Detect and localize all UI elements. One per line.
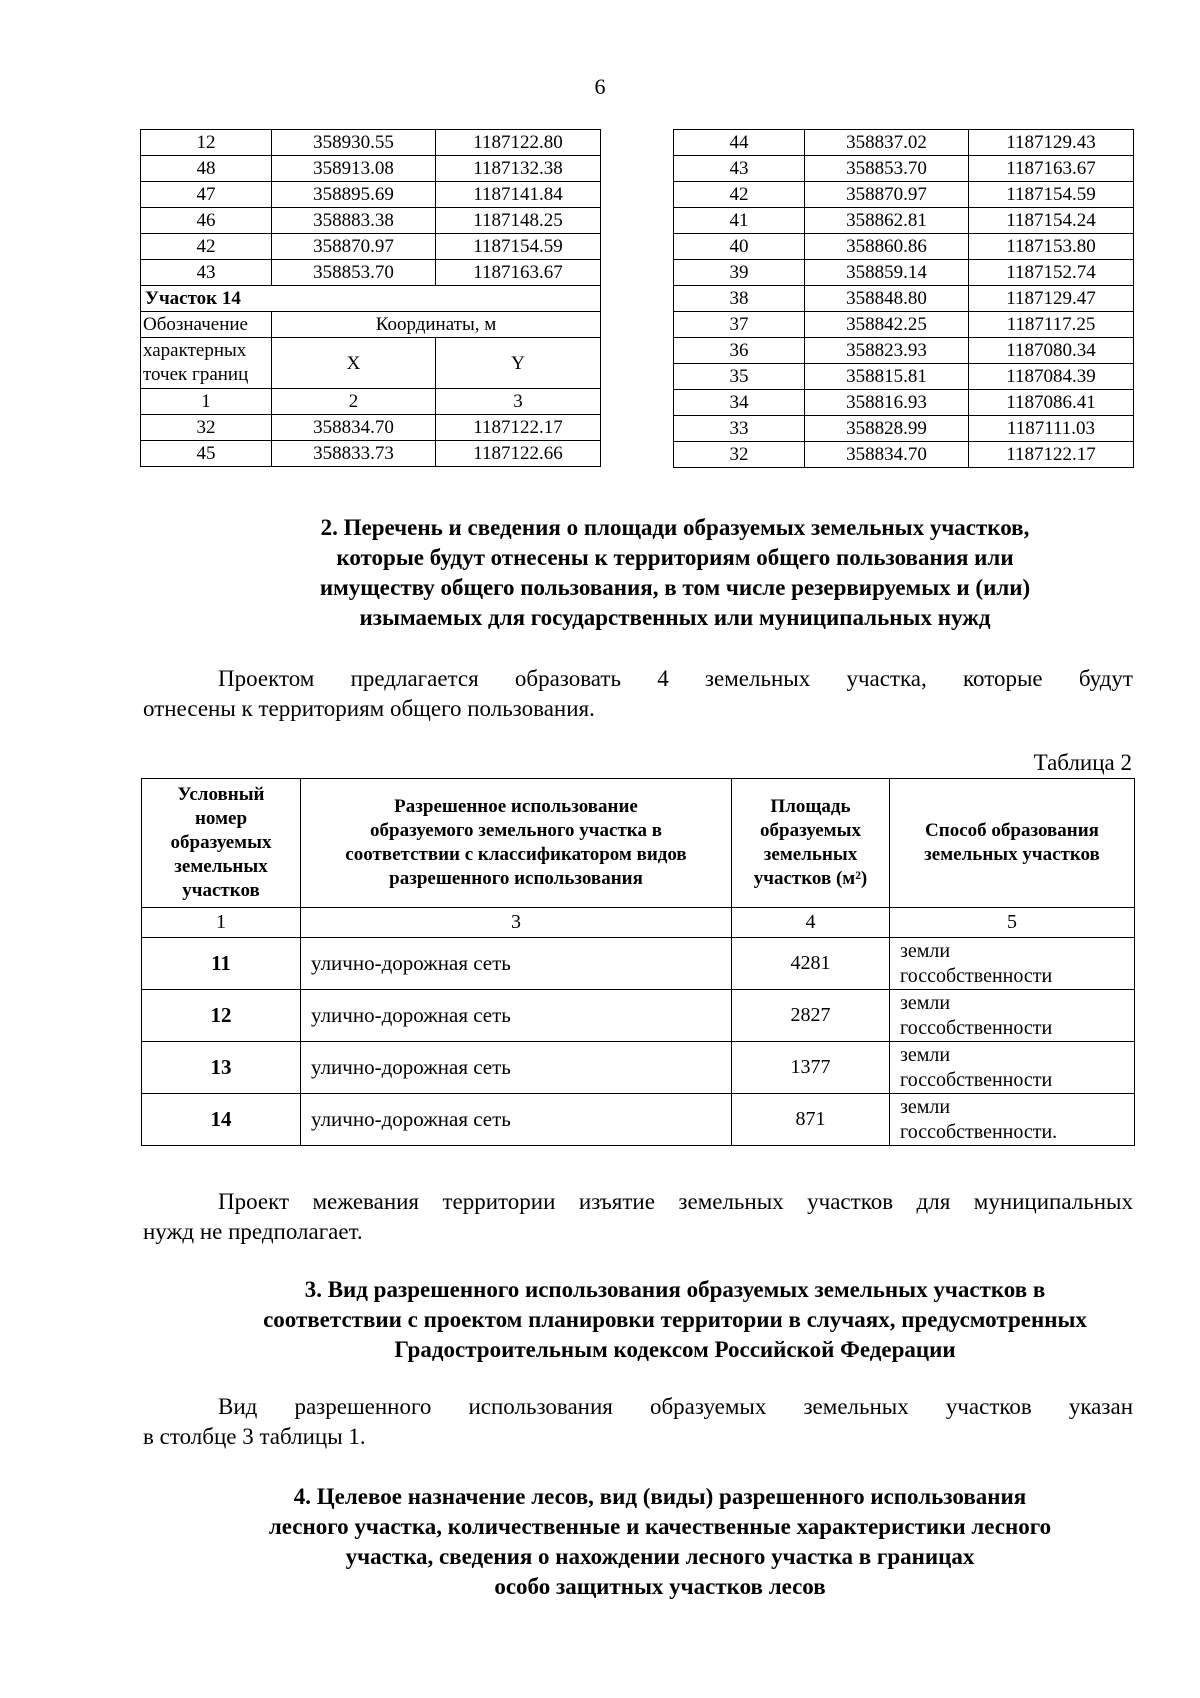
x-value: 358815.81 (805, 364, 969, 390)
y-value: 1187122.80 (436, 130, 601, 156)
x-header: X (272, 338, 436, 389)
point-id: 33 (674, 416, 805, 442)
table-row (142, 1042, 1135, 1094)
y-value: 1187122.66 (436, 441, 601, 467)
coordinate-row (674, 312, 1134, 338)
header-formation-method: Способ образования земельных участков (890, 779, 1135, 908)
y-value: 1187084.39 (969, 364, 1134, 390)
y-value: 1187153.80 (969, 234, 1134, 260)
point-id: 44 (674, 130, 805, 156)
table-row (142, 938, 1135, 990)
header-row-2 (141, 338, 601, 389)
coordinate-row (141, 234, 601, 260)
coordinate-row (141, 260, 601, 286)
col-number: 3 (436, 389, 601, 415)
table-2-header-row (142, 779, 1135, 908)
formation-method: земли госсобственности (890, 1042, 1135, 1094)
land-plots-table (141, 778, 1135, 1146)
table-2-caption: Таблица 2 (1033, 750, 1132, 775)
x-value: 358837.02 (805, 130, 969, 156)
x-value: 358883.38 (272, 208, 436, 234)
point-id: 34 (674, 390, 805, 416)
col-number: 1 (141, 389, 272, 415)
x-value: 358842.25 (805, 312, 969, 338)
y-value: 1187154.59 (436, 234, 601, 260)
point-id: 32 (674, 442, 805, 468)
point-id: 40 (674, 234, 805, 260)
y-value: 1187117.25 (969, 312, 1134, 338)
table-row (142, 1094, 1135, 1146)
point-id: 41 (674, 208, 805, 234)
y-value: 1187154.24 (969, 208, 1134, 234)
coordinate-row (674, 364, 1134, 390)
header-row (141, 312, 601, 338)
header-permitted-use: Разрешенное использование образуемого земельного участка в соответствии с классификатором видов разрешенного использования (301, 779, 732, 908)
coordinate-row (141, 182, 601, 208)
x-value: 358913.08 (272, 156, 436, 182)
coordinate-row (674, 234, 1134, 260)
section-2-paragraph: Проектом предлагается образовать 4 земельных участка, которые будут отнесены к территориям общего пользования. (143, 666, 1133, 721)
point-id: 45 (141, 441, 272, 467)
coordinates-table-right (673, 129, 1134, 468)
coordinate-row (141, 156, 601, 182)
coordinate-row (674, 208, 1134, 234)
y-header: Y (436, 338, 601, 389)
section-3-paragraph: Вид разрешенного использования образуемых земельных участков указан в столбце 3 таблицы 1. (143, 1394, 1133, 1449)
point-id: 12 (141, 130, 272, 156)
coordinate-row (674, 130, 1134, 156)
point-id: 36 (674, 338, 805, 364)
point-id: 32 (141, 415, 272, 441)
permitted-use: улично-дорожная сеть (301, 1042, 732, 1094)
y-value: 1187129.43 (969, 130, 1134, 156)
y-value: 1187129.47 (969, 286, 1134, 312)
formation-method: земли госсобственности. (890, 1094, 1135, 1146)
coordinate-row (141, 130, 601, 156)
plot-number: 11 (142, 938, 301, 990)
x-value: 358853.70 (272, 260, 436, 286)
x-value: 358860.86 (805, 234, 969, 260)
y-value: 1187111.03 (969, 416, 1134, 442)
plot-area: 1377 (732, 1042, 890, 1094)
point-id: 42 (674, 182, 805, 208)
x-value: 358834.70 (805, 442, 969, 468)
col-number: 3 (301, 908, 732, 938)
plot-area: 871 (732, 1094, 890, 1146)
column-numbers-row (141, 389, 601, 415)
coordinate-row (674, 338, 1134, 364)
coordinate-row (674, 182, 1134, 208)
plot-number: 14 (142, 1094, 301, 1146)
x-value: 358833.73 (272, 441, 436, 467)
coordinate-row (141, 441, 601, 467)
permitted-use: улично-дорожная сеть (301, 938, 732, 990)
y-value: 1187152.74 (969, 260, 1134, 286)
y-value: 1187122.17 (969, 442, 1134, 468)
col-number: 4 (732, 908, 890, 938)
point-id: 42 (141, 234, 272, 260)
point-id: 46 (141, 208, 272, 234)
x-value: 358834.70 (272, 415, 436, 441)
x-value: 358859.14 (805, 260, 969, 286)
point-label-line1: Обозначение (141, 312, 272, 338)
y-value: 1187154.59 (969, 182, 1134, 208)
permitted-use: улично-дорожная сеть (301, 1094, 732, 1146)
point-id: 43 (141, 260, 272, 286)
point-id: 39 (674, 260, 805, 286)
coordinate-row (141, 415, 601, 441)
y-value: 1187132.38 (436, 156, 601, 182)
y-value: 1187080.34 (969, 338, 1134, 364)
coordinate-row (674, 390, 1134, 416)
section-4-heading: 4. Целевое назначение лесов, вид (виды) разрешенного использования лесного участка, количественные и качественные характеристики лесного участка, сведения о нахождении лесного участка в границах особо защитных участков лесов (268, 1484, 1052, 1599)
plot-area: 2827 (732, 990, 890, 1042)
coordinates-table-left (140, 129, 601, 467)
x-value: 358848.80 (805, 286, 969, 312)
point-id: 37 (674, 312, 805, 338)
x-value: 358823.93 (805, 338, 969, 364)
col-number: 2 (272, 389, 436, 415)
y-value: 1187148.25 (436, 208, 601, 234)
y-value: 1187163.67 (436, 260, 601, 286)
y-value: 1187122.17 (436, 415, 601, 441)
plot-number: 12 (142, 990, 301, 1042)
point-id: 47 (141, 182, 272, 208)
x-value: 358870.97 (272, 234, 436, 260)
formation-method: земли госсобственности (890, 990, 1135, 1042)
y-value: 1187086.41 (969, 390, 1134, 416)
point-id: 48 (141, 156, 272, 182)
coordinates-header: Координаты, м (272, 312, 601, 338)
coordinate-row (674, 260, 1134, 286)
coordinate-row (674, 156, 1134, 182)
section-3-heading: 3. Вид разрешенного использования образуемых земельных участков в соответствии с проектом планировки территории в случаях, предусмотренных Градостроительным кодексом Российской Федерации (263, 1277, 1087, 1362)
coordinate-row (674, 286, 1134, 312)
col-number: 5 (890, 908, 1135, 938)
point-id: 38 (674, 286, 805, 312)
permitted-use: улично-дорожная сеть (301, 990, 732, 1042)
y-value: 1187163.67 (969, 156, 1134, 182)
x-value: 358816.93 (805, 390, 969, 416)
section-label-row (141, 286, 601, 312)
x-value: 358862.81 (805, 208, 969, 234)
x-value: 358853.70 (805, 156, 969, 182)
formation-method: земли госсобственности (890, 938, 1135, 990)
coordinate-row (674, 416, 1134, 442)
x-value: 358828.99 (805, 416, 969, 442)
table-2-column-numbers (142, 908, 1135, 938)
coordinate-row (674, 442, 1134, 468)
point-id: 43 (674, 156, 805, 182)
x-value: 358895.69 (272, 182, 436, 208)
x-value: 358930.55 (272, 130, 436, 156)
x-value: 358870.97 (805, 182, 969, 208)
header-plot-number: Условный номер образуемых земельных участков (142, 779, 301, 908)
col-number: 1 (142, 908, 301, 938)
plot-number: 13 (142, 1042, 301, 1094)
section-label: Участок 14 (141, 286, 601, 312)
no-seizure-paragraph: Проект межевания территории изъятие земельных участков для муниципальных нужд не предполагает. (143, 1189, 1133, 1244)
plot-area: 4281 (732, 938, 890, 990)
coordinate-row (141, 208, 601, 234)
y-value: 1187141.84 (436, 182, 601, 208)
point-label-lines: характерных точек границ (141, 338, 272, 389)
table-row (142, 990, 1135, 1042)
point-id: 35 (674, 364, 805, 390)
section-2-heading: 2. Перечень и сведения о площади образуемых земельных участков, которые будут отнесены к территориям общего пользования или имуществу общего пользования, в том числе резервируемых и (или) изымаемых для государственных или муниципальных нужд (319, 515, 1031, 630)
header-area: Площадь образуемых земельных участков (м²) (732, 779, 890, 908)
page-number: 6 (594, 74, 606, 99)
